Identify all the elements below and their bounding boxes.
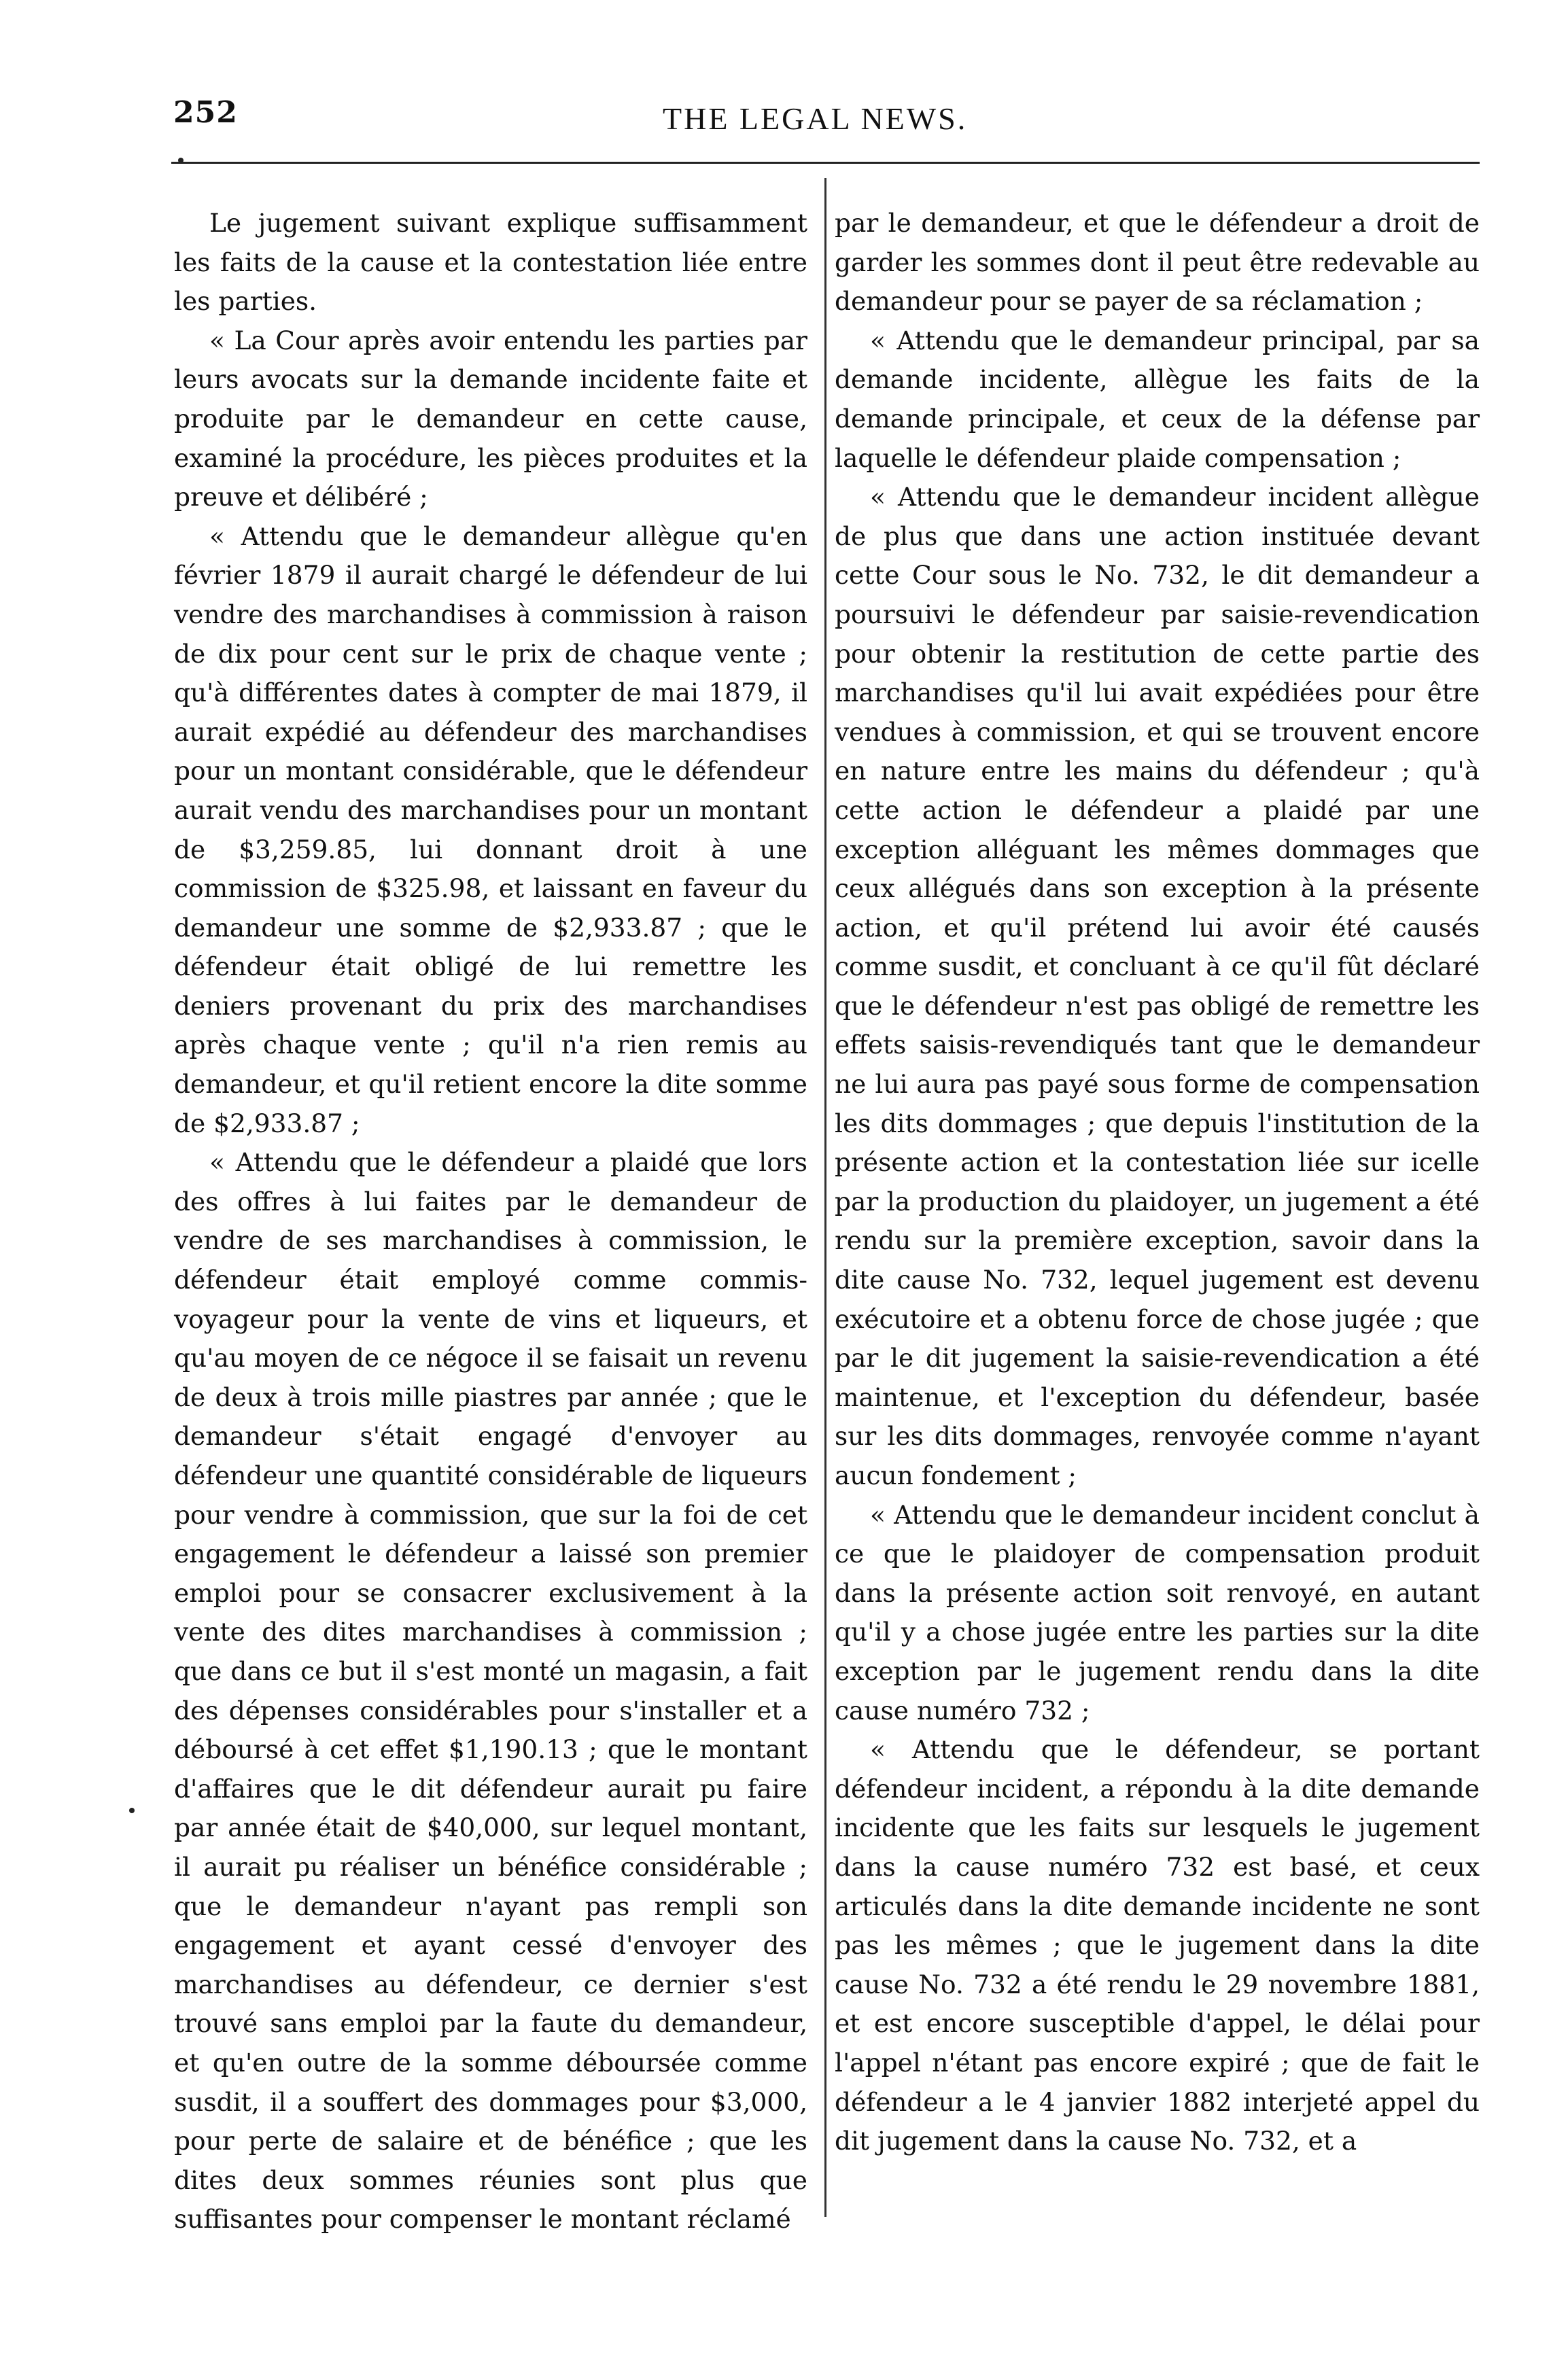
scan-speck xyxy=(178,158,184,163)
running-title: THE LEGAL NEWS. xyxy=(663,101,968,136)
paragraph: « Attendu que le demandeur principal, par sa demande incidente, allègue les faits de la demande principale, et ceux de la défense par laquelle le défendeur plaide compensation ; xyxy=(835,325,1480,473)
scan-speck xyxy=(129,1808,135,1813)
paragraph: « La Cour après avoir entendu les parties par leurs avocats sur la demande incidente faite et produite par le demandeur en cette cause, examiné la procédure, les pièces produites et la preuve et délibéré ; xyxy=(174,325,807,512)
paragraph: « Attendu que le demandeur incident allègue de plus que dans une action instituée devant cette Cour sous le No. 732, le dit demandeur a poursuivi le défendeur par saisie-revendication pour obtenir la restitution de cette partie des marchandises qu'il lui avait expédiées pour être vendues à commission, et qui se trouvent encore en nature entre les mains du défendeur ; qu'à cette action le défendeur a plaidé par une exception alléguant les mêmes dommages que ceux allégués dans son exception à la présente action, et qu'il prétend lui avoir été causés comme susdit, et concluant à ce qu'il fût déclaré que le défendeur n'est pas obligé de remettre les effets saisis-revendiqués tant que le demandeur ne lui aura pas payé sous forme de compensation les dits dommages ; que depuis l'institution de la présente action et la contestation liée sur icelle par la production du plaidoyer, un jugement a été rendu sur la première exception, savoir dans la dite cause No. 732, lequel jugement est devenu exécutoire et a obtenu force de chose jugée ; que par le dit jugement la saisie-revendication a été maintenue, et l'exception du défendeur, basée sur les dits dommages, renvoyée comme n'ayant aucun fondement ; xyxy=(835,482,1480,1490)
column-divider xyxy=(824,178,826,2217)
right-column xyxy=(835,204,1480,2161)
paragraph: « Attendu que le demandeur allègue qu'en février 1879 il aurait chargé le défendeur de lui vendre des marchandises à commission à raison de dix pour cent sur le prix de chaque vente ; qu'à différentes dates à compter de mai 1879, il aurait expédié au défendeur des marchandises pour un montant considérable, que le défendeur aurait vendu des marchandises pour un montant de $3,259.85, lui donnant droit à une commission de $325.98, et laissant en faveur du demandeur une somme de $2,933.87 ; que le défendeur était obligé de lui remettre les deniers provenant du prix des marchandises après chaque vente ; qu'il n'a rien remis au demandeur, et qu'il retient encore la dite somme de $2,933.87 ; xyxy=(174,521,807,1138)
left-column xyxy=(174,204,807,2239)
page-number: 252 xyxy=(173,95,238,130)
paragraph: « Attendu que le défendeur a plaidé que lors des offres à lui faites par le demandeur de vendre de ses marchandises à commission, le défendeur était employé comme commis-voyageur pour la vente de vins et liqueurs, et qu'au moyen de ce négoce il se faisait un revenu de deux à trois mille piastres par année ; que le demandeur s'était engagé d'envoyer au défendeur une quantité considérable de liqueurs pour vendre à commission, que sur la foi de cet engagement le défendeur a laissé son premier emploi pour se consacrer exclusivement à la vente des dites marchandises à commission ; que dans ce but il s'est monté un magasin, a fait des dépenses considérables pour s'installer et a déboursé à cet effet $1,190.13 ; que le montant d'affaires que le dit défendeur aurait pu faire par année était de $40,000, sur lequel montant, il aurait pu réaliser un bénéfice considérable ; que le demandeur n'ayant pas rempli son engagement et ayant cessé d'envoyer des marchandises au défendeur, ce dernier s'est trouvé sans emploi par la faute du demandeur, et qu'en outre de la somme déboursée comme susdit, il a souffert des dommages pour $3,000, pour perte de salaire et de bénéfice ; que les dites deux sommes réunies sont plus que suffisantes pour compenser le montant réclamé xyxy=(174,1147,807,2235)
header-rule xyxy=(171,162,1480,164)
paragraph: par le demandeur, et que le défendeur a droit de garder les sommes dont il peut être redevable au demandeur pour se payer de sa réclamation ; xyxy=(835,208,1480,317)
paragraph: « Attendu que le demandeur incident conclut à ce que le plaidoyer de compensation produit dans la présente action soit renvoyé, en autant qu'il y a chose jugée entre les parties sur la dite exception par le jugement rendu dans la dite cause numéro 732 ; xyxy=(835,1499,1480,1726)
paragraph: Le jugement suivant explique suffisamment les faits de la cause et la contestation liée entre les parties. xyxy=(174,208,807,317)
page-header xyxy=(173,95,1502,150)
paragraph: « Attendu que le défendeur, se portant défendeur incident, a répondu à la dite demande incidente que les faits sur lesquels le jugement dans la cause numéro 732 est basé, et ceux articulés dans la dite demande incidente ne sont pas les mêmes ; que le jugement dans la dite cause No. 732 a été rendu le 29 novembre 1881, et est encore susceptible d'appel, le délai pour l'appel n'étant pas encore expiré ; que de fait le défendeur a le 4 janvier 1882 interjeté appel du dit jugement dans la cause No. 732, et a xyxy=(835,1734,1480,2156)
